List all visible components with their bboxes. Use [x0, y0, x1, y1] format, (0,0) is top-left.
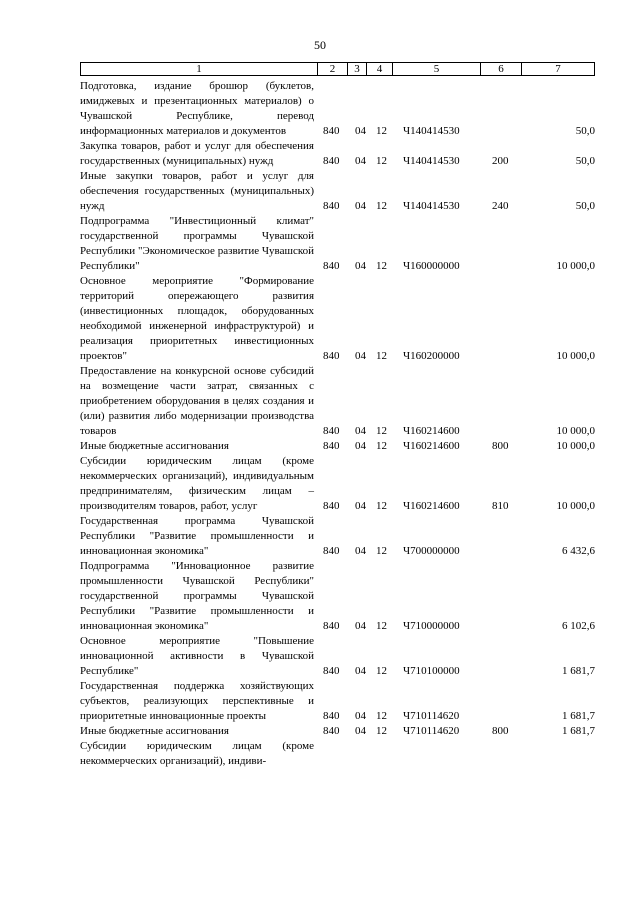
row-code-5: Ч140414530 [403, 125, 460, 137]
row-code-4: 12 [376, 260, 387, 272]
row-amount: 1 681,7 [562, 725, 595, 737]
row-name: Подпрограмма "Инновационное развитие промышленности Чувашской Республики" государственной программы Чувашской Республики "Развитие промышленности и инновационная экономика" [80, 560, 314, 632]
row-name: Субсидии юридическим лицам (кроме некоммерческих организаций), индиви- [80, 740, 314, 767]
row-name: Предоставление на конкурсной основе субсидий на возмещение части затрат, связанных с приобретением оборудования в целях создания и (или) развития либо модернизации производства товаров [80, 365, 314, 437]
row-code-6: 240 [492, 200, 509, 212]
row-amount: 6 102,6 [562, 620, 595, 632]
row-code-5: Ч710100000 [403, 665, 460, 677]
row-code-2: 840 [323, 665, 340, 677]
row-code-2: 840 [323, 440, 340, 452]
table-row [80, 364, 600, 439]
row-code-2: 840 [323, 350, 340, 362]
page-number: 50 [314, 38, 326, 52]
row-code-5: Ч160214600 [403, 440, 460, 452]
row-name: Субсидии юридическим лицам (кроме некоммерческих организаций), индивидуальным предпринимателям, физическим лицам – производителям товаров, работ, услуг [80, 455, 314, 512]
row-code-5: Ч160214600 [403, 425, 460, 437]
row-amount: 10 000,0 [556, 440, 595, 452]
row-code-3: 04 [355, 500, 366, 512]
table-row [80, 739, 600, 769]
row-amount: 50,0 [575, 125, 595, 137]
table-row [80, 634, 600, 679]
row-code-4: 12 [376, 710, 387, 722]
row-amount: 10 000,0 [556, 425, 595, 437]
row-code-4: 12 [376, 125, 387, 137]
row-code-2: 840 [323, 500, 340, 512]
row-name: Подпрограмма "Инвестиционный климат" государственной программы Чувашской Республики "Экономическое развитие Чувашской Республики" [80, 215, 314, 272]
row-code-2: 840 [323, 725, 340, 737]
row-code-3: 04 [355, 200, 366, 212]
row-amount: 50,0 [575, 200, 595, 212]
row-code-3: 04 [355, 665, 366, 677]
row-code-2: 840 [323, 125, 340, 137]
row-amount: 10 000,0 [556, 500, 595, 512]
table-row [80, 214, 600, 274]
row-code-5: Ч710114620 [403, 710, 460, 722]
header-col-4: 4 [376, 63, 383, 75]
row-code-4: 12 [376, 350, 387, 362]
row-code-3: 04 [355, 425, 366, 437]
header-col-3: 3 [354, 63, 360, 75]
table-row [80, 439, 600, 454]
table-row [80, 679, 600, 724]
row-amount: 1 681,7 [562, 665, 595, 677]
table-row [80, 169, 600, 214]
header-col-2: 2 [329, 63, 336, 75]
row-code-3: 04 [355, 710, 366, 722]
row-name: Иные бюджетные ассигнования [80, 440, 229, 452]
row-code-5: Ч160214600 [403, 500, 460, 512]
row-code-4: 12 [376, 200, 387, 212]
row-name: Основное мероприятие "Формирование территорий опережающего развития (инвестиционных площадок, оборудованных необходимой инженерной инфраструктурой) и реализация приоритетных инвестиционных проектов" [80, 275, 314, 362]
table-row [80, 559, 600, 634]
row-code-3: 04 [355, 155, 366, 167]
row-code-3: 04 [355, 725, 366, 737]
row-code-3: 04 [355, 440, 366, 452]
row-amount: 50,0 [575, 155, 595, 167]
row-code-4: 12 [376, 545, 387, 557]
row-code-6: 800 [492, 725, 509, 737]
row-code-5: Ч710000000 [403, 620, 460, 632]
header-col-6: 6 [498, 63, 504, 75]
row-code-5: Ч710114620 [403, 725, 460, 737]
table-row [80, 724, 600, 739]
row-code-2: 840 [323, 545, 340, 557]
row-code-6: 800 [492, 440, 509, 452]
table-header [80, 62, 595, 76]
row-code-5: Ч700000000 [403, 545, 460, 557]
row-amount: 1 681,7 [562, 710, 595, 722]
row-code-2: 840 [323, 425, 340, 437]
row-code-5: Ч160200000 [403, 350, 460, 362]
row-code-6: 200 [492, 155, 509, 167]
row-code-4: 12 [376, 725, 387, 737]
row-name: Государственная программа Чувашской Республики "Развитие промышленности и инновационная экономика" [80, 515, 314, 557]
budget-table-body [80, 79, 600, 769]
row-code-2: 840 [323, 260, 340, 272]
table-row [80, 139, 600, 169]
row-code-3: 04 [355, 545, 366, 557]
row-amount: 6 432,6 [562, 545, 595, 557]
row-code-5: Ч160000000 [403, 260, 460, 272]
row-code-4: 12 [376, 425, 387, 437]
row-amount: 10 000,0 [556, 350, 595, 362]
row-code-3: 04 [355, 350, 366, 362]
row-code-2: 840 [323, 710, 340, 722]
header-col-5: 5 [433, 63, 440, 75]
row-code-3: 04 [355, 260, 366, 272]
table-row [80, 514, 600, 559]
row-code-2: 840 [323, 200, 340, 212]
row-name: Государственная поддержка хозяйствующих субъектов, реализующих перспективные и приоритетные инновационные проекты [80, 680, 314, 722]
row-code-4: 12 [376, 620, 387, 632]
row-code-4: 12 [376, 440, 387, 452]
header-col-1: 1 [196, 63, 202, 75]
row-code-5: Ч140414530 [403, 155, 460, 167]
row-code-3: 04 [355, 125, 366, 137]
row-code-3: 04 [355, 620, 366, 632]
header-col-7: 7 [555, 63, 561, 75]
row-code-6: 810 [492, 500, 509, 512]
table-row [80, 79, 600, 139]
row-name: Основное мероприятие "Повышение инновационной активности в Чувашской Республике" [80, 635, 314, 677]
row-name: Закупка товаров, работ и услуг для обеспечения государственных (муниципальных) нужд [80, 140, 314, 167]
row-code-5: Ч140414530 [403, 200, 460, 212]
row-amount: 10 000,0 [556, 260, 595, 272]
row-name: Иные бюджетные ассигнования [80, 725, 229, 737]
row-name: Иные закупки товаров, работ и услуг для обеспечения государственных (муниципальных) нужд [80, 170, 314, 212]
row-code-4: 12 [376, 665, 387, 677]
table-row [80, 274, 600, 364]
row-code-2: 840 [323, 155, 340, 167]
table-row [80, 454, 600, 514]
row-name: Подготовка, издание брошюр (буклетов, имиджевых и презентационных материалов) о Чувашской Республике, перевод информационных материалов и документов [80, 80, 314, 137]
row-code-4: 12 [376, 155, 387, 167]
row-code-4: 12 [376, 500, 387, 512]
row-code-2: 840 [323, 620, 340, 632]
